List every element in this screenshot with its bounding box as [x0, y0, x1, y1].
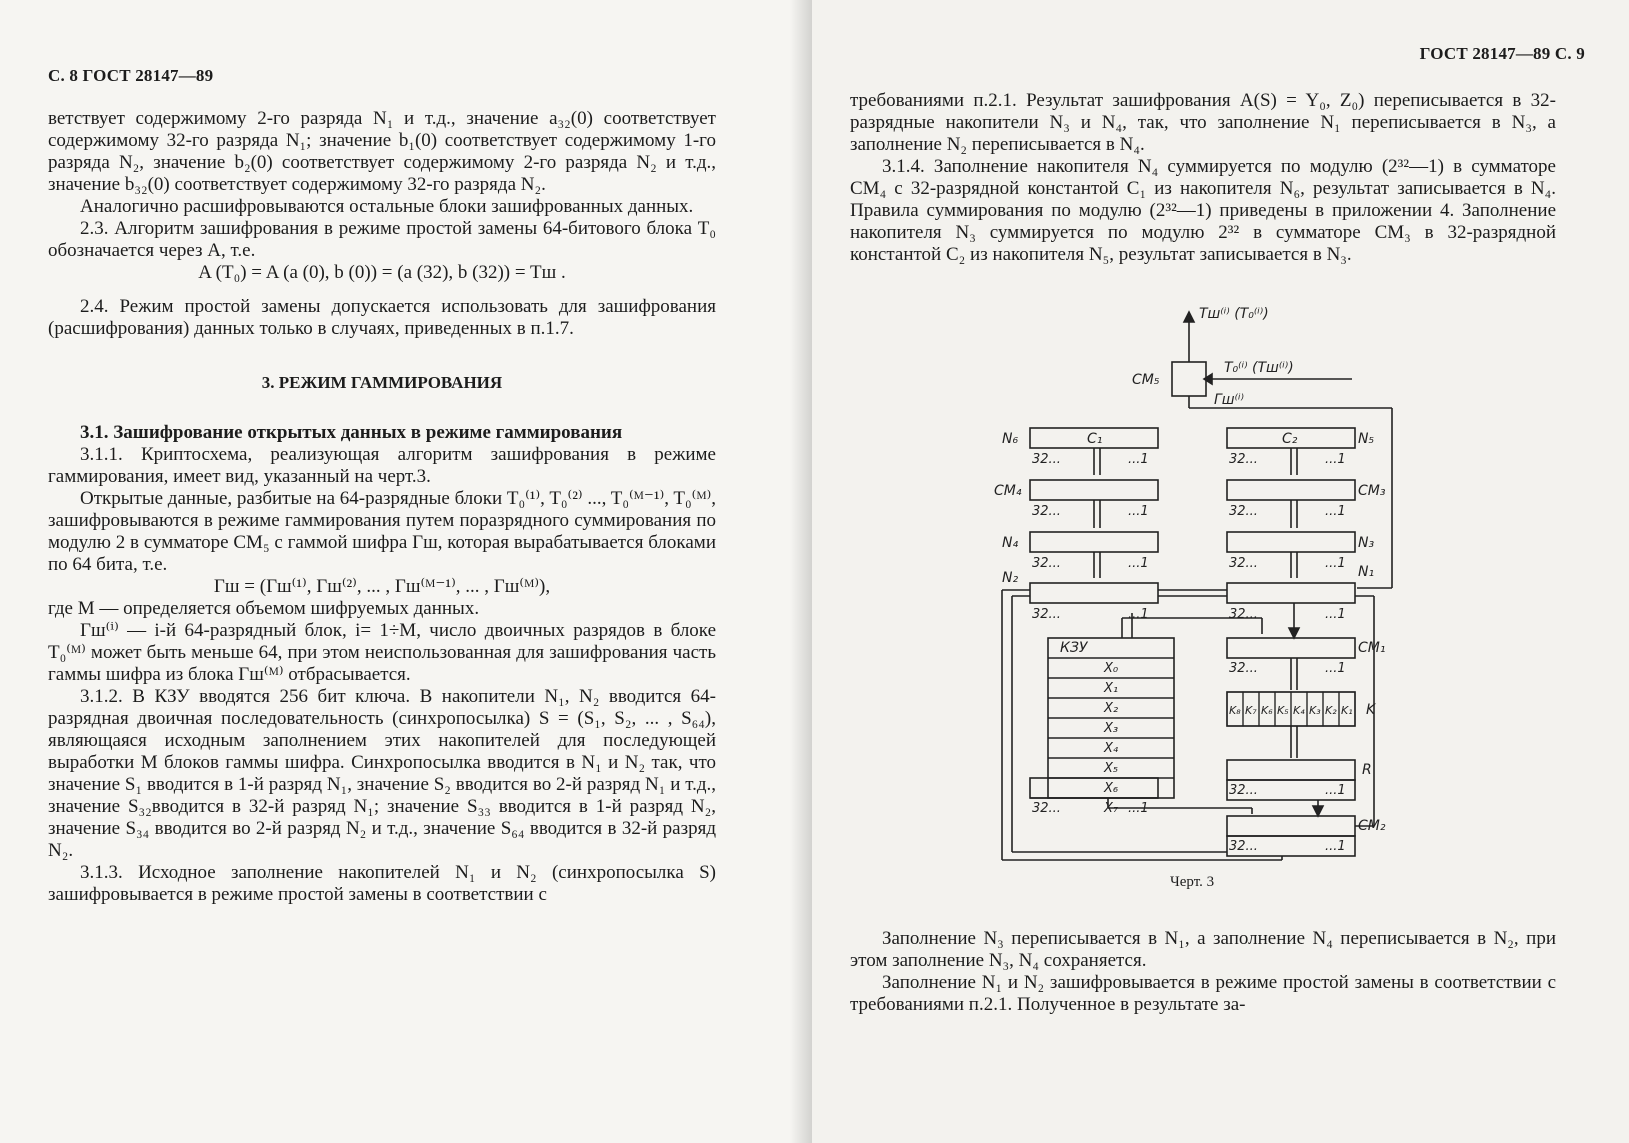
bit-label-high: 32...: [1229, 661, 1258, 676]
key-cell-label: X₆: [1104, 781, 1119, 796]
bit-label-low: ...1: [1325, 783, 1346, 798]
sbox-cells: [1227, 692, 1355, 726]
cm3-label: CM₃: [1358, 483, 1386, 499]
bit-label-high: 32...: [1032, 556, 1061, 571]
bit-label-low: ...1: [1128, 607, 1149, 622]
bit-label-low: ...1: [1325, 452, 1346, 467]
paragraph: 3.1.1. Криптосхема, реализующая алгоритм зашифрования в режиме гаммирования, имеет вид, указанный на черт.3.: [48, 444, 716, 487]
bit-label-high: 32...: [1229, 607, 1258, 622]
n3-register: [1227, 532, 1355, 552]
bit-label-low: ...1: [1325, 661, 1346, 676]
paragraph: Аналогично расшифровываются остальные блоки зашифрованных данных.: [80, 196, 694, 217]
figure-caption: Черт. 3: [1170, 874, 1215, 890]
paragraph: 3.1.3. Исходное заполнение накопителей N₁ и N₂ (синхропосылка S) зашифровывается в режиме простой замены в соответствии с: [48, 862, 716, 905]
right-text-bottom: [850, 928, 1556, 1016]
sbox-cell-label: K₃: [1309, 704, 1321, 717]
gamma-label: Гш⁽ⁱ⁾: [1214, 392, 1244, 408]
key-cell-label: X₁: [1104, 681, 1119, 696]
right-page: [812, 0, 1629, 1143]
sbox-cell-label: K₆: [1261, 704, 1273, 717]
sbox-cell-label: K₄: [1293, 704, 1305, 717]
bit-label-high: 32...: [1032, 801, 1061, 816]
subsection-heading: 3.1. Зашифрование открытых данных в режиме гаммирования: [80, 422, 623, 443]
paragraph: Открытые данные, разбитые на 64-разрядные блоки T₀⁽¹⁾, T₀⁽²⁾ ..., T₀⁽ᴹ⁻¹⁾, T₀⁽ᴹ⁾, зашифровываются в режиме гаммирования путем поразрядного суммирования по модулю 2 в сумматоре CM₅ с гаммой шифра Гш, которая вырабатывается блоками по 64 бита, т.е.: [48, 488, 717, 575]
paragraph: 2.3. Алгоритм зашифрования в режиме простой замены 64-битового блока T₀ обозначается через A, т.е.: [48, 218, 716, 261]
kzu-label: КЗУ: [1060, 640, 1088, 656]
cm4-adder: [1030, 480, 1158, 500]
right-text-top: [850, 90, 1556, 266]
key-cell-label: X₇: [1104, 801, 1119, 816]
n1-label: N₁: [1358, 564, 1375, 580]
sbox-cell-label: K₈: [1229, 704, 1241, 717]
bit-label-high: 32...: [1032, 607, 1061, 622]
bit-label-low: ...1: [1128, 801, 1149, 816]
cm2-adder: [1227, 816, 1355, 836]
in-label: T₀⁽ⁱ⁾ (Tш⁽ⁱ⁾): [1224, 360, 1294, 376]
k-label: K: [1366, 702, 1376, 718]
running-head-left: С. 8 ГОСТ 28147—89: [48, 66, 214, 85]
formula: A (T₀) = A (a (0), b (0)) = (a (32), b (32)) = Tш .: [198, 262, 566, 283]
bit-label-low: ...1: [1325, 504, 1346, 519]
section-heading: 3. РЕЖИМ ГАММИРОВАНИЯ: [261, 373, 503, 392]
key-cell-label: X₀: [1104, 661, 1119, 676]
left-text-column: [48, 108, 716, 906]
n4-label: N₄: [1002, 535, 1019, 551]
cm1-label: CM₁: [1358, 640, 1386, 656]
paragraph: 3.1.2. В КЗУ вводятся 256 бит ключа. В накопители N₁, N₂ вводится 64-разрядная двоичная последовательность (синхропосылка) S = (S₁, S₂, ... , S₆₄), являющаяся исходным заполнением этих накопителей для последующей выработки M блоков гаммы шифра. Синхропосылка вводится в N₁ и N₂ так, что значение S₁ вводится в 1-й разряд N₁, значение S₂ вводится во 2-й разряд N₁ и т.д., значение S₃₂вводится в 32-й разряд N₁; значение S₃₃ вводится в 1-й разряд N₂, значение S₃₄ вводится во 2-й разряд N₂ и т.д., значение S₆₄ вводится в 32-й разряд N₂.: [48, 686, 716, 861]
paragraph: 3.1.4. Заполнение накопителя N₄ суммируется по модулю (2³²—1) в сумматоре CM₄ с 32-разрядной константой C₁ из накопителя N₆, результат записывается в N₄. Правила суммирования по модулю (2³²—1) приведены в приложении 4. Заполнение накопителя N₃ суммируется по модулю 2³² в сумматоре CM₃ в 32-разрядной константой C₂ из накопителя N₅, результат записывается в N₃.: [850, 156, 1556, 265]
n2-label: N₂: [1002, 570, 1019, 586]
bit-label-high: 32...: [1229, 556, 1258, 571]
key-cell-label: X₄: [1104, 741, 1119, 756]
bit-label-low: ...1: [1128, 504, 1149, 519]
bit-label-high: 32...: [1229, 783, 1258, 798]
running-head-right: ГОСТ 28147—89 С. 9: [1419, 44, 1585, 63]
n6-label: N₆: [1002, 431, 1019, 447]
paragraph: Заполнение N₁ и N₂ зашифровывается в режиме простой замены в соответствии с требованиями п.2.1. Полученное в результате за-: [850, 972, 1556, 1015]
r-label: R: [1362, 762, 1372, 778]
bit-label-low: ...1: [1325, 607, 1346, 622]
cm3-adder: [1227, 480, 1355, 500]
bit-label-low: ...1: [1325, 839, 1346, 854]
bit-label-high: 32...: [1032, 504, 1061, 519]
n1-register: [1227, 583, 1355, 603]
r-register: [1227, 760, 1355, 780]
paragraph: где M — определяется объемом шифруемых данных.: [48, 598, 480, 619]
crypto-scheme-diagram: [982, 300, 1542, 870]
key-cell-label: X₂: [1104, 701, 1119, 716]
n3-label: N₃: [1358, 535, 1375, 551]
sbox-cell-label: K₅: [1277, 704, 1289, 717]
bit-label-high: 32...: [1229, 504, 1258, 519]
cm2-label: CM₂: [1358, 818, 1386, 834]
bit-label-low: ...1: [1128, 452, 1149, 467]
bit-label-low: ...1: [1128, 556, 1149, 571]
c2-label: C₂: [1282, 431, 1298, 447]
n5-label: N₅: [1358, 431, 1375, 447]
cm5-box: [1172, 362, 1206, 396]
bit-label-low: ...1: [1325, 556, 1346, 571]
sbox-cell-label: K₇: [1245, 704, 1257, 717]
bit-label-high: 32...: [1032, 452, 1061, 467]
out-label: Tш⁽ⁱ⁾ (T₀⁽ⁱ⁾): [1199, 306, 1269, 322]
paragraph: Гш⁽ⁱ⁾ — i-й 64-разрядный блок, i= 1÷M, число двоичных разрядов в блоке T₀⁽ᴹ⁾ может быть меньше 64, при этом неиспользованная для зашифрования часть гаммы шифра из блока Гш⁽ᴹ⁾ отбрасывается.: [48, 620, 716, 685]
cm4-label: CM₄: [994, 483, 1022, 499]
paragraph: 2.4. Режим простой замены допускается использовать для зашифрования (расшифрования) данных только в случаях, приведенных в п.1.7.: [48, 296, 716, 339]
left-page: [0, 0, 812, 1143]
bit-label-high: 32...: [1229, 452, 1258, 467]
bit-label-high: 32...: [1229, 839, 1258, 854]
cm1-adder: [1227, 638, 1355, 658]
paragraph: Заполнение N₃ переписывается в N₁, а заполнение N₄ переписывается в N₂, при этом заполнение N₃, N₄ сохраняется.: [850, 928, 1556, 971]
key-cell-label: X₃: [1104, 721, 1119, 736]
sbox-cell-label: K₂: [1325, 704, 1337, 717]
key-cell-label: X₅: [1104, 761, 1119, 776]
sbox-cell-label: K₁: [1341, 704, 1353, 717]
formula: Гш = (Гш⁽¹⁾, Гш⁽²⁾, ... , Гш⁽ᴹ⁻¹⁾, ... , Гш⁽ᴹ⁾),: [213, 576, 551, 597]
n4-register: [1030, 532, 1158, 552]
c1-label: C₁: [1087, 431, 1103, 447]
n2-register: [1030, 583, 1158, 603]
paragraph: требованиями п.2.1. Результат зашифрования A(S) = Y₀, Z₀) переписывается в 32-разрядные накопители N₃ и N₄, так, что заполнение N₁ переписывается в N₃, а заполнение N₂ переписывается в N₄.: [850, 90, 1556, 155]
paragraph: ветствует содержимому 2-го разряда N₁ и т.д., значение a₃₂(0) соответствует содержимому 32-го разряда N₁; значение b₁(0) соответствует содержимому 1-го разряда N₂, значение b₂(0) соответствует содержимому 2-го разряда N₂ и т.д., значение b₃₂(0) соответствует содержимому 32-го разряда N₂.: [48, 108, 716, 195]
cm5-label: CM₅: [1132, 372, 1160, 388]
